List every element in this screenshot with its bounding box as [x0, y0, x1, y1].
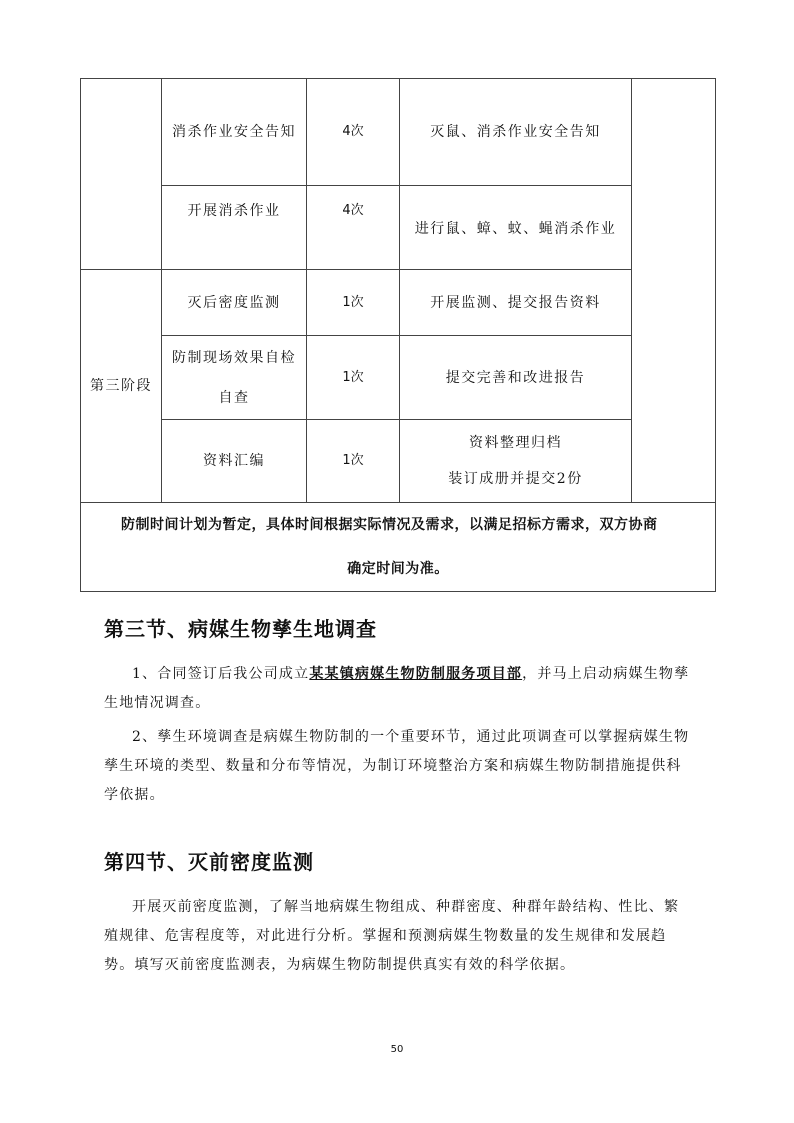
stage-cell-empty — [81, 79, 162, 270]
section3-title: 第三节、病媒生物孳生地调查 — [104, 617, 377, 641]
paragraph-text: 1、合同签订后我公司成立 — [132, 666, 310, 682]
task-line: 防制现场效果自检 — [172, 349, 296, 366]
count-cell: 4次 — [307, 79, 400, 186]
table-row — [81, 270, 716, 336]
table-row — [81, 420, 716, 503]
count-cell: 1次 — [307, 336, 400, 420]
schedule-table — [80, 78, 716, 592]
task-line: 自查 — [218, 389, 250, 406]
section4-paragraph-1: 开展灭前密度监测，了解当地病媒生物组成、种群密度、种群年龄结构、性比、繁殖规律、危害程度等，对此进行分析。掌握和预测病媒生物数量的发生规律和发展趋势。填写灭前密度监测表，为病媒生物防制提供真实有效的科学依据。 — [104, 899, 680, 973]
section4-title: 第四节、灭前密度监测 — [104, 850, 314, 874]
content-cell: 进行鼠、蟑、蚊、蝇消杀作业 — [400, 186, 632, 270]
content-cell: 灭鼠、消杀作业安全告知 — [400, 79, 632, 186]
task-cell: 资料汇编 — [162, 420, 307, 503]
count-cell: 1次 — [307, 420, 400, 503]
content-cell — [400, 420, 632, 503]
task-cell: 开展消杀作业 — [162, 186, 307, 270]
content-line: 资料整理归档 — [469, 435, 562, 451]
content-cell: 提交完善和改进报告 — [400, 336, 632, 420]
content-cell: 开展监测、提交报告资料 — [400, 270, 632, 336]
stage-cell: 第三阶段 — [81, 270, 162, 503]
paragraph-text: ，并马上启动病媒生物孳生地情况调查。 — [104, 666, 690, 711]
task-cell: 灭后密度监测 — [162, 270, 307, 336]
table-row — [81, 503, 716, 592]
remarks-cell — [632, 79, 716, 503]
section3-paragraph-2: 2、孳生环境调查是病媒生物防制的一个重要环节，通过此项调查可以掌握病媒生物孳生环境的类型、数量和分布等情况，为制订环境整治方案和病媒生物防制措施提供科学依据。 — [104, 729, 690, 803]
task-cell: 消杀作业安全告知 — [162, 79, 307, 186]
note-line: 确定时间为准。 — [347, 561, 449, 577]
content-line: 装订成册并提交2份 — [448, 471, 583, 487]
note-line: 防制时间计划为暂定，具体时间根据实际情况及需求，以满足招标方需求，双方协商 — [121, 517, 658, 533]
project-dept-highlight: 某某镇病媒生物防制服务项目部 — [309, 666, 523, 682]
table-row — [81, 79, 716, 186]
count-cell: 4次 — [307, 186, 400, 270]
count-cell: 1次 — [307, 270, 400, 336]
note-cell — [81, 503, 716, 592]
table-row — [81, 186, 716, 270]
page-number: 50 — [390, 1044, 404, 1055]
table-row — [81, 336, 716, 420]
task-cell — [162, 336, 307, 420]
section3-paragraph-1 — [104, 660, 694, 718]
